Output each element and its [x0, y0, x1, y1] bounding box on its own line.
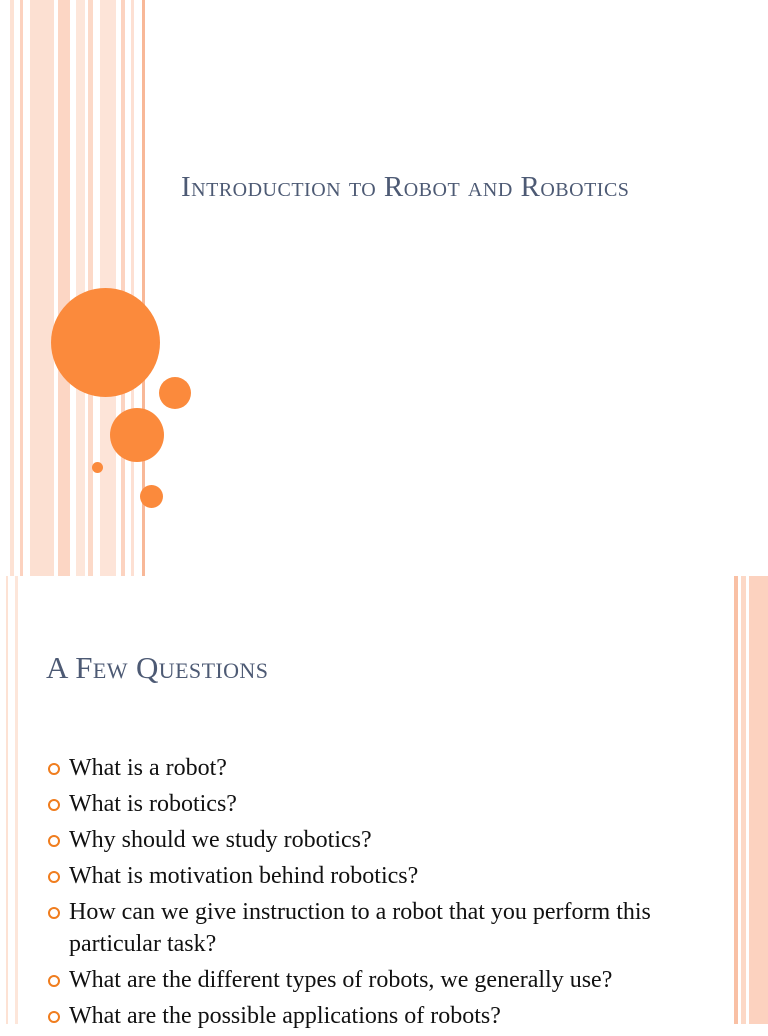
list-item-text: What are the possible applications of robots? — [69, 1003, 501, 1029]
list-item-text: What is motivation behind robotics? — [69, 863, 419, 889]
circle-bullet-icon — [48, 799, 60, 811]
list-item — [46, 824, 686, 856]
list-item-text: Why should we study robotics? — [69, 827, 372, 853]
large-circle-shape — [51, 288, 160, 397]
list-item — [46, 964, 686, 996]
tiny-circle-shape — [92, 462, 103, 473]
questions-list — [46, 752, 686, 1036]
questions-title: A Few Questions — [46, 650, 269, 685]
circle-bullet-icon — [48, 907, 60, 919]
circle-bullet-icon — [48, 763, 60, 775]
medium-circle-shape — [110, 408, 164, 462]
list-item — [46, 788, 686, 820]
list-item — [46, 896, 686, 960]
circle-bullet-icon — [48, 835, 60, 847]
small-circle-shape — [159, 377, 191, 409]
list-item-text: How can we give instruction to a robot that you perform this particular task? — [69, 899, 651, 957]
list-item — [46, 752, 686, 784]
small-circle-shape-bottom — [140, 485, 163, 508]
list-item-text: What is robotics? — [69, 791, 237, 817]
list-item-text: What is a robot? — [69, 755, 227, 781]
list-item-text: What are the different types of robots, we generally use? — [69, 967, 613, 993]
list-item — [46, 1000, 686, 1032]
list-item — [46, 860, 686, 892]
circle-bullet-icon — [48, 1011, 60, 1023]
circle-bullet-icon — [48, 871, 60, 883]
circle-bullet-icon — [48, 975, 60, 987]
slide-title: Introduction to Robot and Robotics — [181, 171, 630, 203]
